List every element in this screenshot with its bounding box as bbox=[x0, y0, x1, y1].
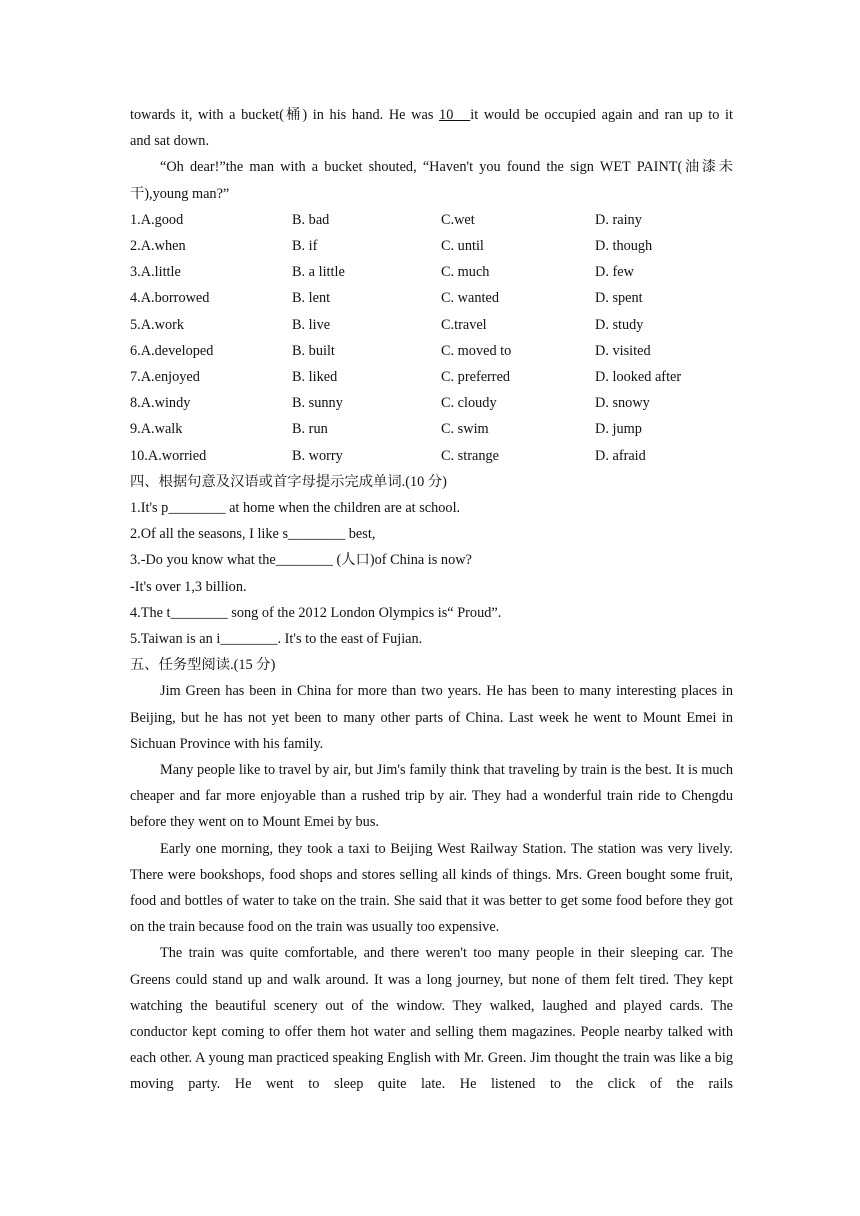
passage-text: it would be occupied again and ran up to it bbox=[470, 107, 733, 123]
option-choice: B. worry bbox=[292, 447, 343, 464]
option-row bbox=[130, 285, 733, 311]
option-row bbox=[130, 443, 733, 469]
section-4-item: -It's over 1,3 billion. bbox=[130, 578, 247, 595]
option-row bbox=[130, 416, 733, 442]
options-list bbox=[130, 207, 733, 469]
option-choice: D. snowy bbox=[595, 395, 650, 412]
passage-line: and sat down. bbox=[130, 133, 210, 150]
reading-paragraph: Jim Green has been in China for more than two years. He has been to many interesting places in Beijing, but he has not yet been to many other parts of China. Last week he went to Mount Emei in Sichuan Province with his family. bbox=[130, 683, 733, 752]
option-choice: C.wet bbox=[441, 211, 475, 228]
option-choice: C. until bbox=[441, 238, 484, 254]
option-choice: 8.A.windy bbox=[130, 395, 191, 412]
option-choice: B. liked bbox=[292, 368, 338, 385]
blank-10: 10 bbox=[439, 107, 471, 123]
option-choice: B. live bbox=[292, 316, 331, 333]
option-choice: D. few bbox=[595, 264, 634, 281]
option-row bbox=[130, 233, 733, 259]
option-choice: 3.A.little bbox=[130, 264, 181, 281]
option-choice: D. spent bbox=[595, 290, 643, 307]
section-4-item: 3.-Do you know what the________ (人口)of China is now? bbox=[130, 552, 472, 569]
option-choice: D. rainy bbox=[595, 211, 642, 228]
option-choice: C. cloudy bbox=[441, 395, 497, 412]
option-choice: 9.A.walk bbox=[130, 421, 183, 438]
option-choice: D. visited bbox=[595, 342, 651, 359]
option-choice: B. if bbox=[292, 238, 318, 254]
option-row bbox=[130, 207, 733, 233]
option-choice: 6.A.developed bbox=[130, 342, 214, 359]
section-4-item: 1.It's p________ at home when the children are at school. bbox=[130, 499, 461, 516]
option-choice: 5.A.work bbox=[130, 316, 185, 333]
option-choice: B. run bbox=[292, 421, 328, 438]
option-choice: 1.A.good bbox=[130, 211, 184, 228]
reading-paragraph: The train was quite comfortable, and there weren't too many people in their sleeping car. The Greens could stand up and walk around. It was a long journey, but none of them felt tired. They kept watching the beautiful scenery out of the window. They walked, laughed and played cards. The conductor kept coming to offer them hot water and selling them magazines. People nearby talked with each other. A young man practiced speaking English with Mr. Green. Jim thought the train was like a big moving party. He went to sleep quite late. He listened to the click of the rails bbox=[130, 945, 733, 1093]
section-4-item: 2.Of all the seasons, I like s________ best, bbox=[130, 526, 376, 543]
section-4-item: 4.The t________ song of the 2012 London Olympics is“ Proud”. bbox=[130, 604, 502, 621]
option-row bbox=[130, 338, 733, 364]
option-choice: B. bad bbox=[292, 211, 330, 228]
option-choice: 10.A.worried bbox=[130, 447, 207, 464]
option-choice: B. built bbox=[292, 342, 335, 359]
option-choice: C.travel bbox=[441, 316, 487, 333]
option-choice: C. preferred bbox=[441, 368, 511, 385]
section-4-title: 四、根据句意及汉语或首字母提示完成单词.(10 分) bbox=[130, 473, 447, 490]
option-choice: 2.A.when bbox=[130, 238, 186, 254]
option-choice: C. wanted bbox=[441, 290, 499, 307]
passage-continuation bbox=[130, 102, 733, 128]
reading-paragraph: Many people like to travel by air, but Jim's family think that traveling by train is the best. It is much cheaper and far more enjoyable than a rushed trip by air. They had a wonderful train ride to Chengdu before they went on to Mount Emei by bus. bbox=[130, 761, 733, 831]
option-row bbox=[130, 259, 733, 285]
option-choice: D. jump bbox=[595, 421, 642, 438]
document-page bbox=[130, 102, 733, 1098]
reading-paragraph: Early one morning, they took a taxi to Beijing West Railway Station. The station was very lively. There were bookshops, food shops and stores selling all kinds of things. Mrs. Green bought some fruit, food and bottles of water to take on the train. She said that it was better to get some food before they got on the train because food on the train was usually too expensive. bbox=[130, 840, 733, 936]
option-choice: B. lent bbox=[292, 290, 331, 307]
section-5-title: 五、任务型阅读.(15 分) bbox=[130, 657, 276, 674]
option-choice: D. looked after bbox=[595, 368, 682, 385]
option-row bbox=[130, 390, 733, 416]
passage-text: towards it, with a bucket(桶) in his hand. He was bbox=[130, 107, 440, 123]
option-choice: C. strange bbox=[441, 447, 499, 464]
option-row bbox=[130, 312, 733, 338]
option-choice: C. much bbox=[441, 264, 490, 281]
section-4-item: 5.Taiwan is an i________. It's to the east of Fujian. bbox=[130, 630, 423, 647]
option-choice: D. study bbox=[595, 316, 644, 333]
option-choice: 7.A.enjoyed bbox=[130, 368, 200, 385]
option-choice: D. though bbox=[595, 238, 653, 254]
option-row bbox=[130, 364, 733, 390]
option-choice: B. a little bbox=[292, 264, 345, 281]
option-choice: C. swim bbox=[441, 421, 489, 438]
option-choice: C. moved to bbox=[441, 342, 512, 359]
passage-paragraph: “Oh dear!”the man with a bucket shouted, “Haven't you found the sign WET PAINT(油漆未干),young man?” bbox=[130, 159, 733, 202]
option-choice: B. sunny bbox=[292, 395, 343, 412]
option-choice: D. afraid bbox=[595, 447, 646, 464]
option-choice: 4.A.borrowed bbox=[130, 290, 210, 307]
